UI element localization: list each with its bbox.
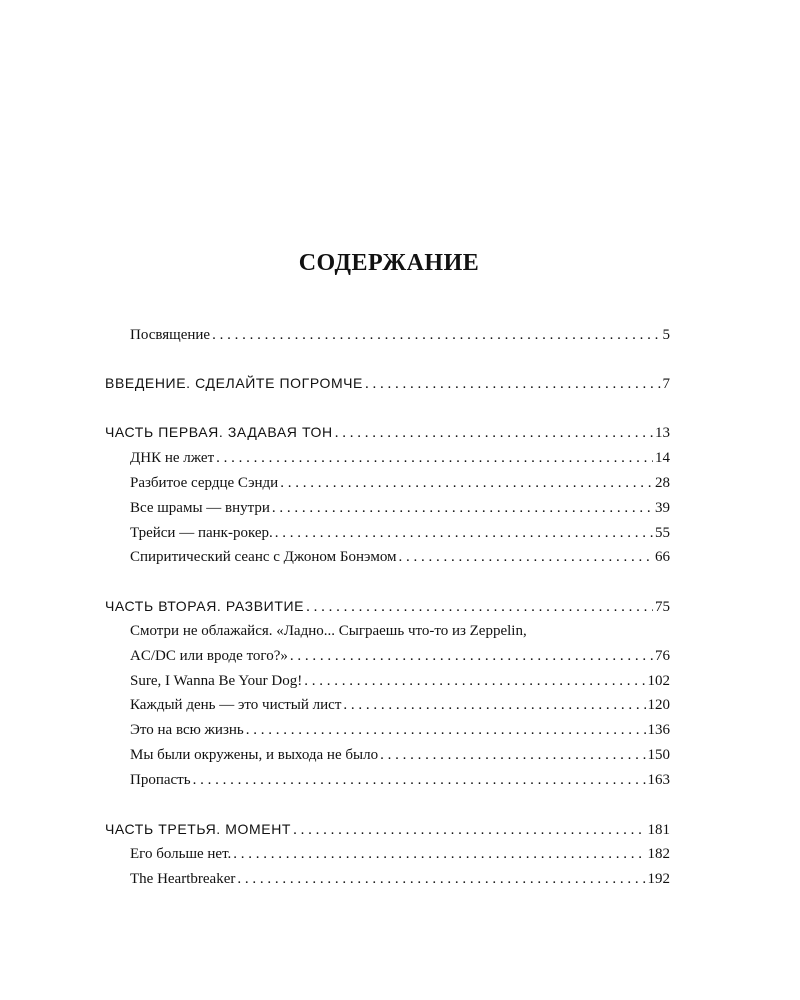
toc-part-entry — [105, 421, 670, 443]
toc-page-number: 102 — [647, 673, 670, 689]
toc-leader-dots — [293, 819, 645, 841]
toc-entry — [130, 472, 670, 494]
toc-entry — [130, 522, 670, 544]
toc-title: СОДЕРЖАНИЕ — [298, 250, 480, 276]
toc-entry-label: Его больше нет. — [130, 846, 232, 862]
toc-entry — [130, 868, 670, 890]
toc-entry-label: Мы были окружены, и выхода не было — [130, 747, 379, 763]
toc-leader-dots — [216, 447, 653, 469]
toc-entry-label: The Heartbreaker — [130, 871, 236, 887]
toc-entry-label: Трейси — панк-рокер. — [130, 525, 273, 541]
toc-page-number: 28 — [655, 475, 670, 491]
toc-leader-dots — [275, 522, 653, 544]
toc-leader-dots — [246, 719, 646, 741]
toc-page-number: 181 — [647, 822, 670, 838]
toc-entry — [130, 694, 670, 716]
toc-entry — [130, 744, 670, 766]
toc-part-entry — [105, 595, 670, 617]
toc-entry-label: Посвящение — [130, 327, 211, 343]
toc-entry-first-line — [130, 620, 670, 642]
toc-entry-label: Sure, I Wanna Be Your Dog! — [130, 673, 303, 689]
toc-page-number: 55 — [655, 525, 670, 541]
toc-page-number: 163 — [647, 772, 670, 788]
toc-entry-label: ВВЕДЕНИЕ. СДЕЛАЙТЕ ПОГРОМЧЕ — [105, 375, 363, 391]
toc-entry — [130, 670, 670, 692]
toc-leader-dots — [280, 472, 653, 494]
toc-entry-label: ЧАСТЬ ПЕРВАЯ. ЗАДАВАЯ ТОН — [105, 424, 333, 440]
toc-leader-dots — [343, 694, 645, 716]
toc-entry-label: Каждый день — это чистый лист — [130, 697, 342, 713]
toc-entry-label: ЧАСТЬ ТРЕТЬЯ. МОМЕНТ — [105, 821, 292, 837]
toc-page-number: 182 — [647, 846, 670, 862]
toc-entry-label: Все шрамы — внутри — [130, 500, 270, 516]
toc-entry — [130, 546, 670, 568]
toc-page-number: 13 — [655, 425, 670, 441]
toc-entry-label: Пропасть — [130, 772, 191, 788]
toc-entry — [130, 447, 670, 469]
toc-leader-dots — [193, 769, 646, 791]
toc-entry — [130, 769, 670, 791]
toc-entry-label: Смотри не облажайся. «Ладно... Сыграешь что-то из Zeppelin, — [130, 623, 527, 639]
toc-leader-dots — [290, 645, 653, 667]
toc-leader-dots — [399, 546, 653, 568]
toc-part-entry — [105, 818, 670, 840]
toc-page-number: 120 — [647, 697, 670, 713]
toc-page-number: 66 — [655, 549, 670, 565]
toc-entry-label: ЧАСТЬ ВТОРАЯ. РАЗВИТИЕ — [105, 598, 305, 614]
toc-page-number: 7 — [662, 376, 670, 392]
toc-entry — [130, 843, 670, 865]
toc-page-number: 14 — [655, 450, 670, 466]
toc-leader-dots — [233, 843, 645, 865]
toc-page-number: 192 — [647, 871, 670, 887]
toc-entry-label: Разбитое сердце Сэнди — [130, 475, 279, 491]
toc-entry-label: Это на всю жизнь — [130, 722, 244, 738]
toc-entry-label: ДНК не лжет — [130, 450, 215, 466]
toc-entry — [130, 497, 670, 519]
toc-leader-dots — [380, 744, 645, 766]
toc-entry — [130, 719, 670, 741]
toc-page-number: 76 — [655, 648, 670, 664]
toc-entry-label: AC/DC или вроде того?» — [130, 648, 288, 664]
toc-part-entry — [105, 372, 670, 394]
toc-leader-dots — [304, 670, 645, 692]
toc-entry — [130, 645, 670, 667]
toc-leader-dots — [306, 596, 653, 618]
toc-page-number: 150 — [647, 747, 670, 763]
toc-page-number: 136 — [647, 722, 670, 738]
toc-leader-dots — [272, 497, 653, 519]
toc-leader-dots — [212, 324, 660, 346]
toc-leader-dots — [237, 868, 645, 890]
toc-leader-dots — [365, 373, 661, 395]
toc-entry — [130, 324, 670, 346]
toc-page-number: 39 — [655, 500, 670, 516]
toc-page-number: 75 — [655, 599, 670, 615]
toc-page-number: 5 — [662, 327, 670, 343]
toc-entry-label: Спиритический сеанс с Джоном Бонэмом — [130, 549, 397, 565]
toc-leader-dots — [335, 422, 653, 444]
